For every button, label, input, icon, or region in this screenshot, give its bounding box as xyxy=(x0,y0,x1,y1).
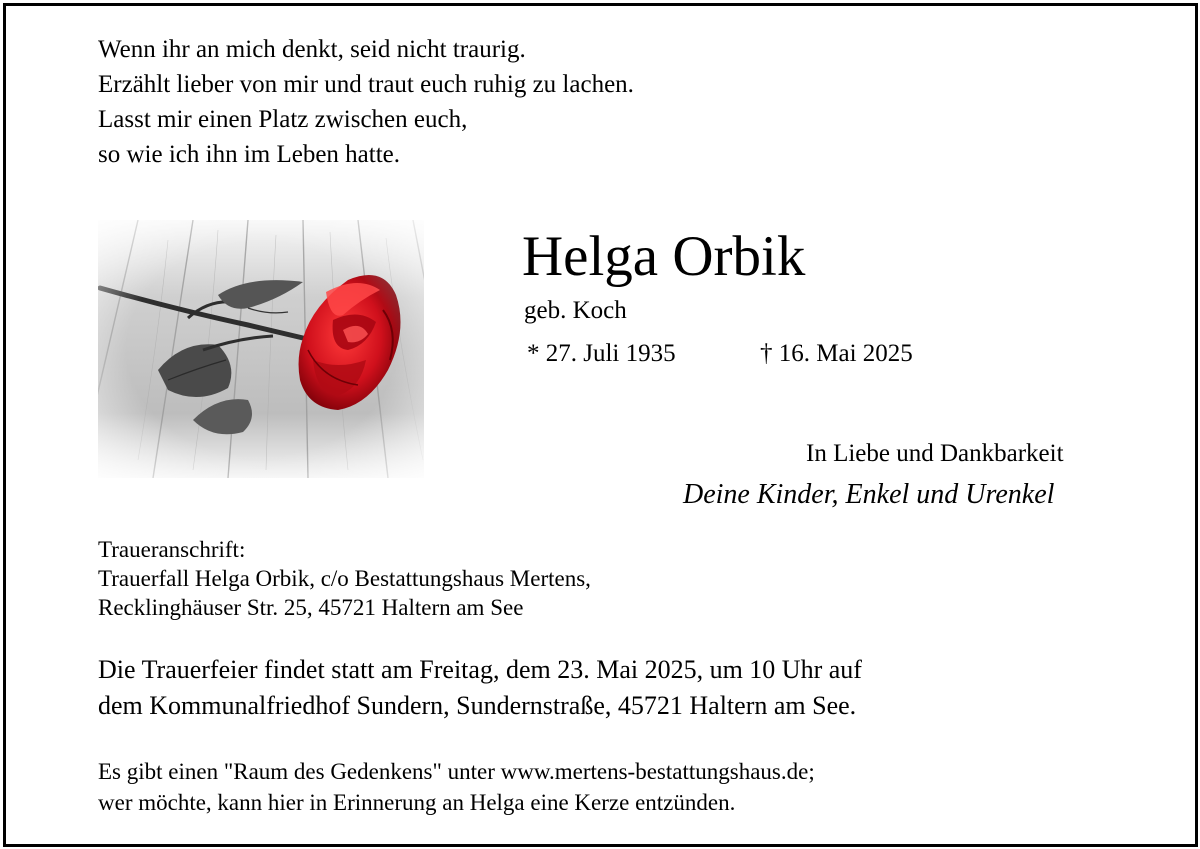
online-memorial-notice xyxy=(98,756,815,818)
online-line: wer möchte, kann hier in Erinnerung an Helga eine Kerze entzünden. xyxy=(98,790,736,815)
ceremony-notice xyxy=(98,652,862,724)
dedication: In Liebe und Dankbarkeit xyxy=(806,440,1064,467)
address-line: Traueranschrift: xyxy=(98,537,246,562)
maiden-name: geb. Koch xyxy=(524,297,627,324)
birth-date: * 27. Juli 1935 xyxy=(527,340,676,367)
poem-line: Wenn ihr an mich denkt, seid nicht traurig. xyxy=(98,36,526,63)
deceased-name: Helga Orbik xyxy=(522,225,806,288)
ceremony-line: Die Trauerfeier findet statt am Freitag, dem 23. Mai 2025, um 10 Uhr auf xyxy=(98,655,862,684)
rose-photo xyxy=(98,220,424,478)
mourning-address xyxy=(98,535,591,622)
ceremony-line: dem Kommunalfriedhof Sundern, Sundernstraße, 45721 Haltern am See. xyxy=(98,691,857,720)
address-line: Recklinghäuser Str. 25, 45721 Haltern am See xyxy=(98,595,524,620)
poem-line: Lasst mir einen Platz zwischen euch, xyxy=(98,106,468,133)
family-signature: Deine Kinder, Enkel und Urenkel xyxy=(683,479,1055,510)
death-date: † 16. Mai 2025 xyxy=(760,340,913,367)
poem xyxy=(98,32,634,172)
poem-line: so wie ich ihn im Leben hatte. xyxy=(98,141,401,168)
online-line: Es gibt einen "Raum des Gedenkens" unter www.mertens-bestattungshaus.de; xyxy=(98,759,815,784)
address-line: Trauerfall Helga Orbik, c/o Bestattungshaus Mertens, xyxy=(98,566,591,591)
poem-line: Erzählt lieber von mir und traut euch ruhig zu lachen. xyxy=(98,71,634,98)
